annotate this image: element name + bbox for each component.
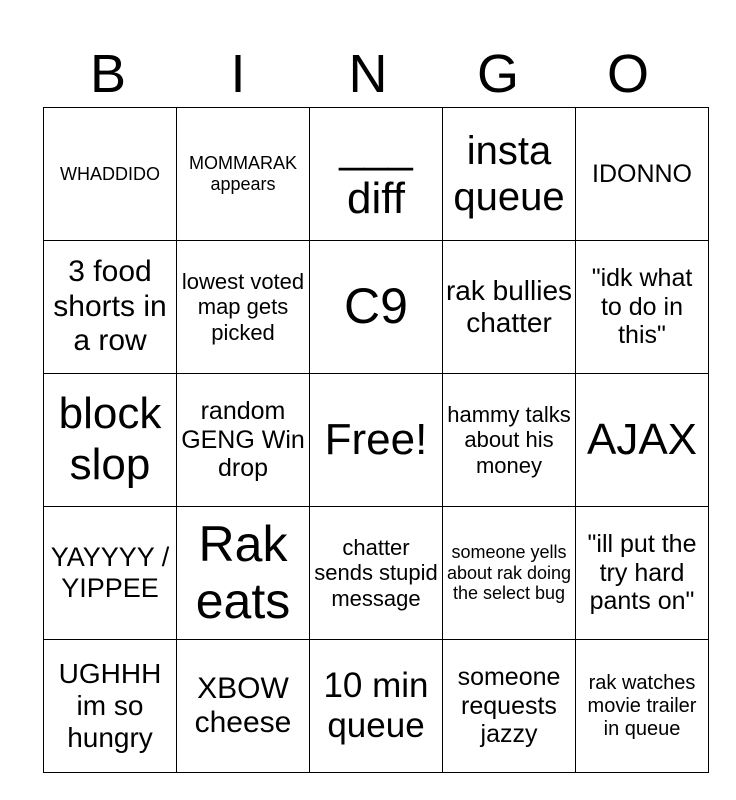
bingo-cell[interactable]: "idk what to do in this" (576, 241, 709, 374)
board-row (44, 640, 709, 773)
bingo-cell[interactable]: someone requests jazzy (443, 640, 576, 773)
bingo-cell[interactable]: 10 min queue (310, 640, 443, 773)
bingo-cell[interactable]: chatter sends stupid message (310, 507, 443, 640)
bingo-cell[interactable]: C9 (310, 241, 443, 374)
board-row (44, 241, 709, 374)
bingo-cell[interactable]: block slop (44, 374, 177, 507)
bingo-cell[interactable]: AJAX (576, 374, 709, 507)
header-letter-n: N (348, 44, 388, 104)
bingo-cell[interactable]: insta queue (443, 108, 576, 241)
bingo-cell[interactable]: lowest voted map gets picked (177, 241, 310, 374)
bingo-cell[interactable]: random GENG Win drop (177, 374, 310, 507)
board-row (44, 374, 709, 507)
board-row (44, 108, 709, 241)
board-row (44, 507, 709, 640)
bingo-cell-free[interactable]: Free! (310, 374, 443, 507)
header-letter-g: G (476, 44, 519, 104)
bingo-cell[interactable]: 3 food shorts in a row (44, 241, 177, 374)
header-letter-b: B (89, 44, 127, 104)
header-letter-i: I (230, 44, 246, 104)
bingo-cell[interactable]: Rak eats (177, 507, 310, 640)
bingo-board (43, 107, 709, 773)
bingo-cell[interactable]: IDONNO (576, 108, 709, 241)
bingo-cell[interactable]: ___ diff (310, 108, 443, 241)
bingo-cell[interactable]: XBOW cheese (177, 640, 310, 773)
bingo-cell[interactable]: WHADDIDO (44, 108, 177, 241)
bingo-cell[interactable]: MOMMARAK appears (177, 108, 310, 241)
bingo-cell[interactable]: "ill put the try hard pants on" (576, 507, 709, 640)
bingo-cell[interactable]: hammy talks about his money (443, 374, 576, 507)
header-letter-o: O (606, 44, 649, 104)
bingo-cell[interactable]: YAYYYY / YIPPEE (44, 507, 177, 640)
bingo-cell[interactable]: rak bullies chatter (443, 241, 576, 374)
bingo-cell[interactable]: UGHHH im so hungry (44, 640, 177, 773)
bingo-header (43, 40, 693, 108)
bingo-cell[interactable]: someone yells about rak doing the select bug (443, 507, 576, 640)
bingo-cell[interactable]: rak watches movie trailer in queue (576, 640, 709, 773)
